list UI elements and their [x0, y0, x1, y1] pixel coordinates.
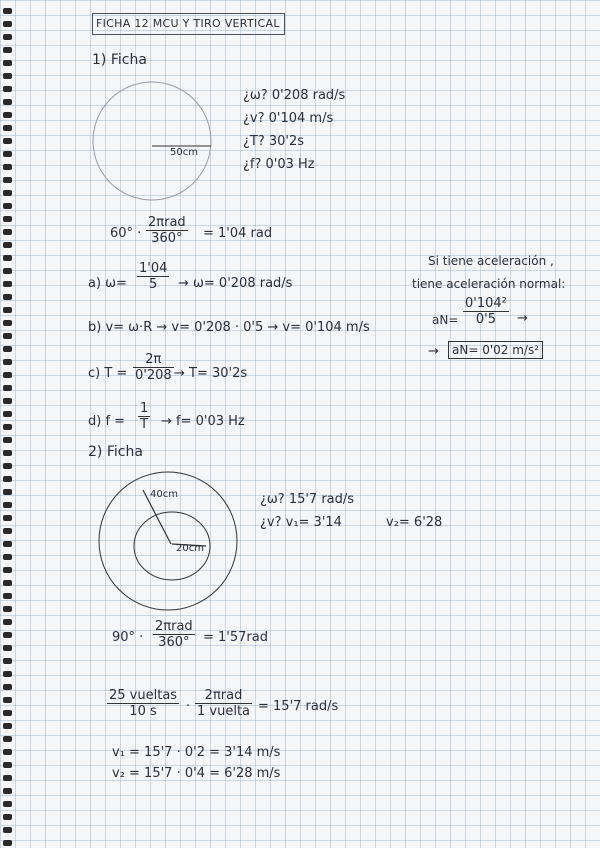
section1-heading: 1) Ficha: [92, 52, 147, 68]
part-d-result: → f= 0'03 Hz: [161, 414, 245, 429]
fraction-numerator: 2πrad: [204, 688, 243, 703]
normal-accel-label: aN=: [432, 313, 459, 327]
part-a-fraction: [137, 261, 169, 292]
fraction-denominator: 10 s: [107, 703, 179, 719]
part-d-label: d) f =: [88, 414, 126, 429]
part-c-label: c) T =: [88, 366, 128, 381]
inner-radius-label: 20cm: [176, 543, 204, 554]
conversion-prefix-2: 90° ·: [112, 630, 144, 645]
question-velocity-2: ¿v? v₁= 3'14: [260, 515, 342, 530]
normal-accel-arrow: →: [517, 311, 528, 326]
conversion-result-1: = 1'04 rad: [203, 226, 273, 241]
circle-diagram-1: [93, 82, 211, 200]
fraction-denominator: 360°: [146, 230, 188, 246]
normal-accel-fraction: [463, 296, 509, 327]
fraction-denominator: 0'208: [135, 368, 172, 383]
outer-radius-label: 40cm: [150, 489, 178, 500]
revolutions-fraction: [107, 688, 179, 719]
normal-accel-result-arrow: →: [428, 344, 439, 359]
section2-heading: 2) Ficha: [88, 444, 143, 460]
fraction-denominator: 360°: [153, 634, 195, 650]
question-velocity: ¿v? 0'104 m/s: [243, 111, 334, 126]
fraction-numerator: 2πrad: [155, 619, 193, 634]
conversion-result-2: = 1'57rad: [203, 630, 268, 645]
fraction-numerator: 2π: [145, 352, 162, 367]
velocity-1-line: v₁ = 15'7 · 0'2 = 3'14 m/s: [112, 745, 281, 760]
question-omega: ¿ω? 0'208 rad/s: [243, 88, 346, 103]
fraction-numerator: 1'04: [139, 261, 168, 276]
question-velocity-2b: v₂= 6'28: [386, 515, 443, 530]
note-line-2: tiene aceleración normal:: [412, 277, 566, 291]
fraction-denominator: 5: [137, 276, 169, 292]
multiply-dot: ·: [186, 699, 191, 714]
conversion-fraction-1: [146, 215, 188, 246]
fraction-numerator: 2πrad: [148, 215, 186, 230]
part-b-line: b) v= ω·R → v= 0'208 · 0'5 → v= 0'104 m/s: [88, 320, 370, 335]
radians-fraction: [195, 688, 252, 719]
part-a-result: → ω= 0'208 rad/s: [178, 276, 293, 291]
velocity-2-line: v₂ = 15'7 · 0'4 = 6'28 m/s: [112, 766, 281, 781]
normal-accel-result: aN= 0'02 m/s²: [448, 341, 543, 359]
fraction-denominator: 0'5: [463, 311, 509, 327]
angular-velocity-result: = 15'7 rad/s: [258, 699, 339, 714]
fraction-numerator: 1: [140, 401, 149, 416]
fraction-numerator: 25 vueltas: [109, 688, 178, 703]
fraction-numerator: 0'104²: [465, 296, 507, 311]
page-title: FICHA 12 MCU Y TIRO VERTICAL: [92, 13, 285, 35]
question-omega-2: ¿ω? 15'7 rad/s: [260, 492, 355, 507]
note-line-1: Si tiene aceleración ,: [428, 254, 554, 268]
conversion-fraction-2: [153, 619, 195, 650]
part-c-fraction: [133, 352, 174, 383]
part-a-label: a) ω=: [88, 276, 127, 291]
part-c-result: → T= 30'2s: [174, 366, 248, 381]
fraction-denominator: T: [138, 416, 150, 432]
part-d-fraction: [138, 401, 150, 432]
fraction-denominator: 1 vuelta: [197, 704, 251, 719]
conversion-prefix-1: 60° ·: [110, 226, 142, 241]
radius-label-1: 50cm: [170, 147, 198, 158]
question-period: ¿T? 30'2s: [243, 134, 305, 149]
question-frequency: ¿f? 0'03 Hz: [243, 157, 315, 172]
